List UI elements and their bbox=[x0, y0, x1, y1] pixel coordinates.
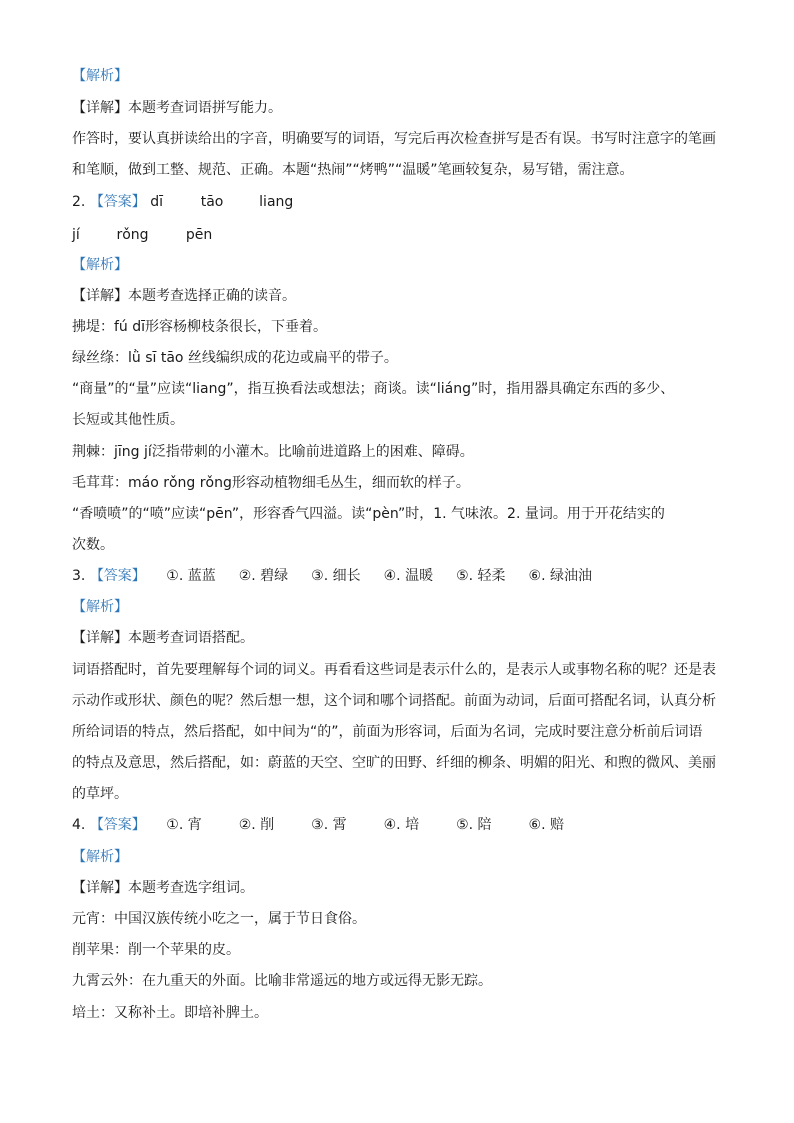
answer-line: 2. 【答案】 dī tāo liang bbox=[72, 194, 294, 210]
paragraph-line: 元宵：中国汉族传统小吃之一，属于节日食俗。 bbox=[72, 911, 366, 927]
detail-line: 【详解】本题考查选择正确的读音。 bbox=[72, 288, 296, 304]
answer-line: 4. 【答案】 ①. 宵 ②. 削 ③. 霄 ④. 培 ⑤. 陪 ⑥. 赔 bbox=[72, 817, 564, 833]
paragraph-line: 和笔顺，做到工整、规范、正确。本题“热闹”“烤鸭”“温暖”笔画较复杂，易写错，需注意。 bbox=[72, 162, 634, 178]
analysis-heading: 【解析】 bbox=[72, 257, 128, 273]
paragraph-line: 荆棘：jīng jí泛指带刺的小灌木。比喻前进道路上的困难、障碍。 bbox=[72, 444, 474, 460]
paragraph-line: 毛茸茸：máo rǒng rǒng形容动植物细毛丛生，细而软的样子。 bbox=[72, 475, 470, 491]
paragraph-line: 绿丝绦：lǜ sī tāo 丝线编织成的花边或扁平的带子。 bbox=[72, 350, 398, 366]
analysis-heading: 【解析】 bbox=[72, 68, 128, 84]
paragraph-line: 的特点及意思，然后搭配，如：蔚蓝的天空、空旷的田野、纤细的柳条、明媚的阳光、和煦的微风、美丽 bbox=[72, 755, 716, 771]
paragraph-line: 削苹果：削一个苹果的皮。 bbox=[72, 942, 240, 958]
paragraph-line: 示动作或形状、颜色的呢？然后想一想，这个词和哪个词搭配。前面为动词，后面可搭配名词，认真分析 bbox=[72, 693, 716, 709]
answer-line: 3. 【答案】 ①. 蓝蓝 ②. 碧绿 ③. 细长 ④. 温暖 ⑤. 轻柔 ⑥. 绿油油 bbox=[72, 568, 592, 584]
analysis-heading: 【解析】 bbox=[72, 599, 128, 615]
analysis-heading: 【解析】 bbox=[72, 849, 128, 865]
paragraph-line: 长短或其他性质。 bbox=[72, 412, 184, 428]
paragraph-line: “商量”的“量”应读“liang”，指互换看法或想法；商谈。读“liáng”时，指用器具确定东西的多少、 bbox=[72, 381, 675, 397]
paragraph-line: “香喷喷”的“喷”应读“pēn”，形容香气四溢。读“pèn”时，1. 气味浓。2. 量词。用于开花结实的 bbox=[72, 506, 665, 522]
answer-line: jí rǒng pēn bbox=[72, 227, 213, 243]
paragraph-line: 九霄云外：在九重天的外面。比喻非常遥远的地方或远得无影无踪。 bbox=[72, 973, 492, 989]
paragraph-line: 词语搭配时，首先要理解每个词的词义。再看看这些词是表示什么的，是表示人或事物名称的呢？还是表 bbox=[72, 662, 716, 678]
paragraph-line: 拂堤：fú dī形容杨柳枝条很长，下垂着。 bbox=[72, 319, 328, 335]
detail-line: 【详解】本题考查词语拼写能力。 bbox=[72, 100, 282, 116]
paragraph-line: 的草坪。 bbox=[72, 786, 128, 802]
paragraph-line: 作答时，要认真拼读给出的字音，明确要写的词语，写完后再次检查拼写是否有误。书写时注意字的笔画 bbox=[72, 131, 716, 147]
paragraph-line: 所给词语的特点，然后搭配，如中间为“的”，前面为形容词，后面为名词，完成时要注意分析前后词语 bbox=[72, 724, 703, 740]
detail-line: 【详解】本题考查词语搭配。 bbox=[72, 630, 254, 646]
paragraph-line: 次数。 bbox=[72, 537, 114, 553]
detail-line: 【详解】本题考查选字组词。 bbox=[72, 880, 254, 896]
paragraph-line: 培土：又称补土。即培补脾土。 bbox=[72, 1005, 268, 1021]
